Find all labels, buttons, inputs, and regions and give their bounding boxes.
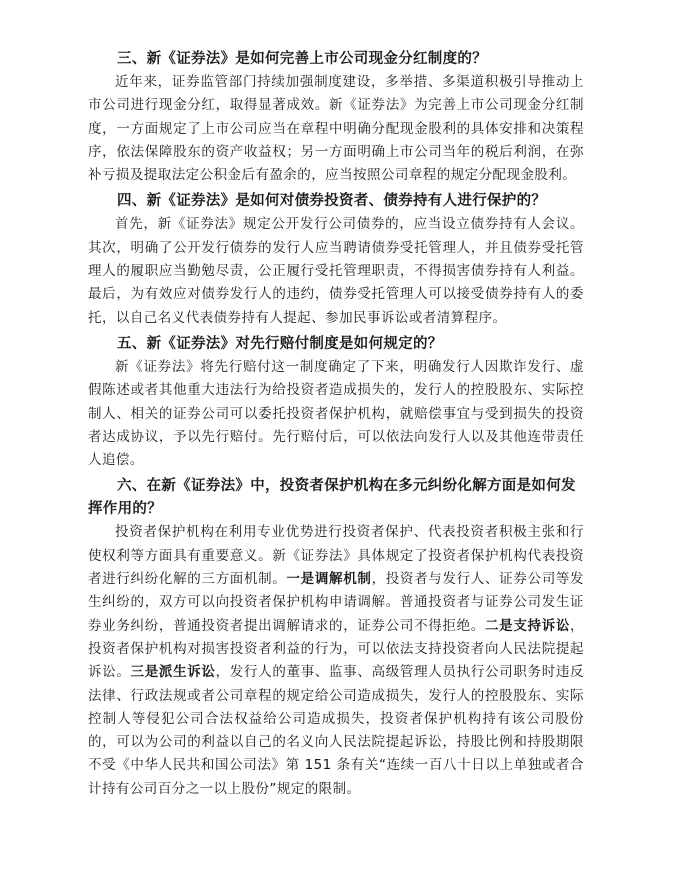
- mechanism-support-litigation-text: ，投资者保护机构对损害投资者利益的行为，可以依法支持投资者向人民法院提起诉讼。: [88, 617, 584, 681]
- section-6-paragraph: [88, 521, 584, 801]
- section-6-intro-text: 投资者保护机构在利用专业优势进行投资者保护、代表投资者积极主张和行使权利等方面具有重要意义。新《证券法》具体规定了投资者保护机构代表投资者进行纠纷化解的三方面机制。: [88, 524, 584, 588]
- section-4-paragraph: 首先，新《证券法》规定公开发行公司债券的，应当设立债券持有人会议。其次，明确了公开发行债券的发行人应当聘请债券受托管理人，并且债券受托管理人的履职应当勤勉尽责，公正履行受托管理职责，不得损害债券持有人利益。最后，为有效应对债券发行人的违约，债券受托管理人可以接受债券持有人的委托，以自己名义代表债券持有人提起、参加民事诉讼或者清算程序。: [88, 216, 584, 326]
- section-6-heading: 六、在新《证券法》中，投资者保护机构在多元纠纷化解方面是如何发挥作用的？: [88, 478, 576, 518]
- section-5-paragraph: 新《证券法》将先行赔付这一制度确定了下来，明确发行人因欺诈发行、虚假陈述或者其他重大违法行为给投资者造成损失的，发行人的控股股东、实际控制人、相关的证券公司可以委托投资者保护机构，就赔偿事宜与受到损失的投资者达成协议，予以先行赔付。先行赔付后，可以依法向发行人以及其他连带责任人追偿。: [88, 358, 584, 469]
- mechanism-derivative-litigation-text: ，发行人的董事、监事、高级管理人员执行公司职务时违反法律、行政法规或者公司章程的规定给公司造成损失，发行人的控股股东、实际控制人等侵犯公司合法权益给公司造成损失，投资者保护机构持有该公司股份的，可以为公司的利益以自己的名义向人民法院提起诉讼，持股比例和持股期限不受《中华人民共和国公司法》第 151 条有关“连续一百八十日以上单独或者合计持有公司百分之一以上股份”规定的限制。: [88, 664, 585, 797]
- section-4-heading: 四、新《证券法》是如何对债券投资者、债券持有人进行保护的？: [117, 193, 547, 210]
- section-3-heading: 三、新《证券法》是如何完善上市公司现金分红制度的？: [117, 51, 487, 67]
- section-3-paragraph: 近年来，证券监管部门持续加强制度建设，多举措、多渠道积极引导推动上市公司进行现金分红，取得显著成效。新《证券法》为完善上市公司现金分红制度，一方面规定了上市公司应当在章程中明确分配现金股利的具体安排和决策程序，依法保障股东的资产收益权；另一方面明确上市公司当年的税后利润，在弥补亏损及提取法定公积金后有盈余的，应当按照公司章程的规定分配现金股利。: [88, 74, 584, 184]
- mechanism-support-litigation-label: 二是支持诉讼: [484, 617, 571, 634]
- mechanism-derivative-litigation-label: 三是派生诉讼: [130, 664, 216, 681]
- section-5-heading: 五、新《证券法》对先行赔付制度是如何规定的？: [117, 335, 443, 352]
- document-page: [88, 48, 584, 804]
- mechanism-mediation-text: ，投资者与发行人、证券公司等发生纠纷的，双方可以向投资者保护机构申请调解。普通投资者与证券公司发生证券业务纠纷，普通投资者提出调解请求的，证券公司不得拒绝。: [88, 571, 584, 634]
- mechanism-mediation-label: 一是调解机制: [286, 571, 372, 588]
